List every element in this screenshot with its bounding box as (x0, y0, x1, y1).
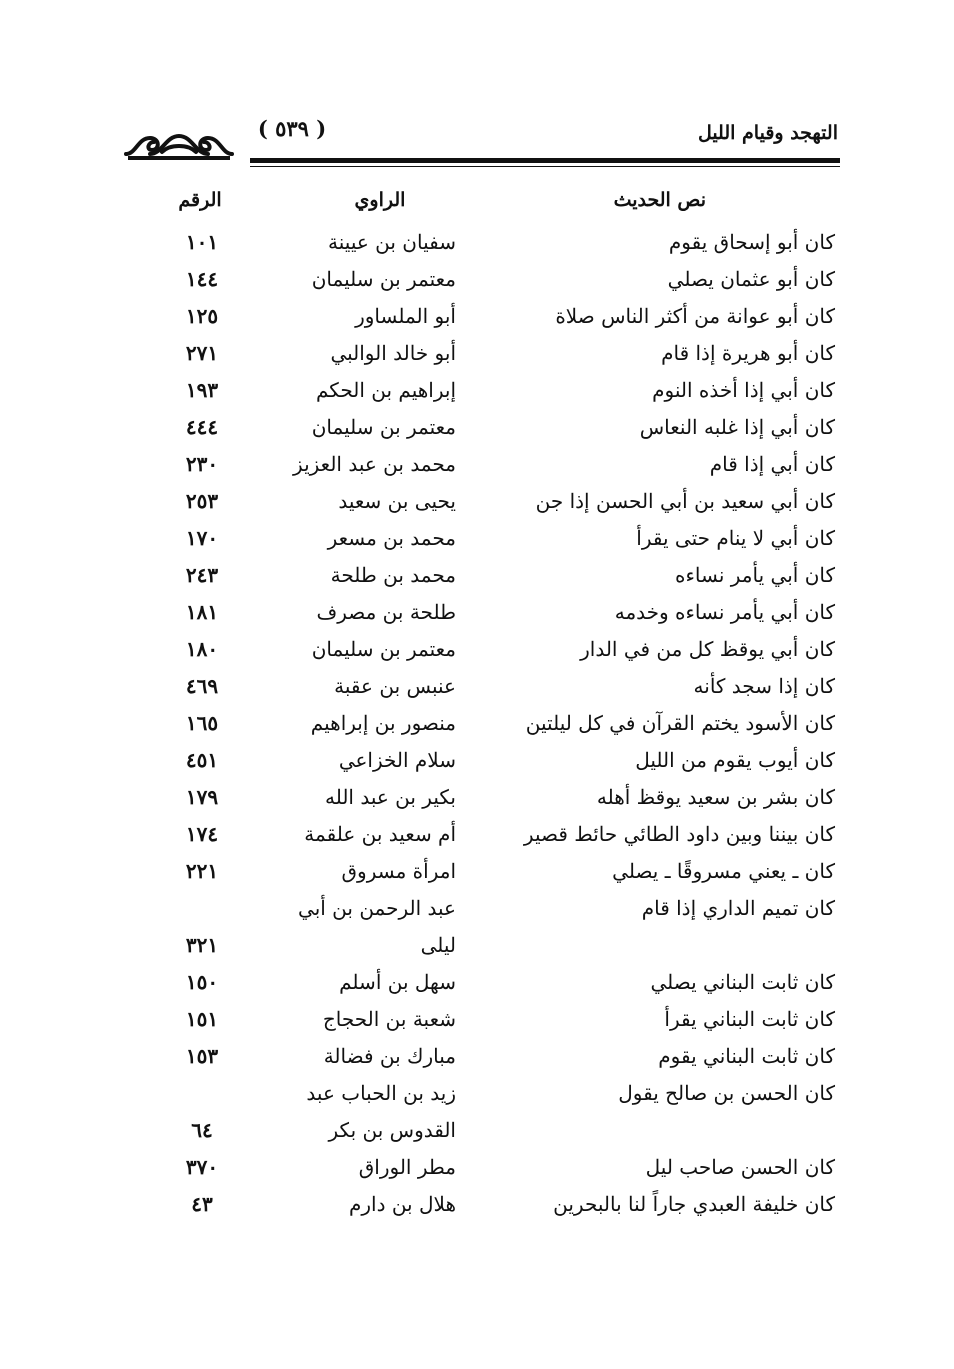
hadith-number: ١٦٥ (185, 711, 219, 735)
narrator-name: معتمر بن سليمان (311, 415, 456, 439)
hadith-number: ١٧٩ (185, 785, 219, 809)
table-row (150, 563, 850, 600)
hadith-number: ١٧٤ (185, 822, 219, 846)
table-row (150, 1192, 850, 1229)
narrator-name: زيد بن الحباب عبد (306, 1081, 456, 1105)
narrator-name: عنبس بن عقبة (334, 674, 456, 698)
narrator-name: ليلى (420, 933, 456, 957)
hadith-number: ٤٣ (191, 1192, 213, 1216)
hadith-text: كان ثابت البناني يصلي (650, 970, 835, 994)
hadith-text: كان أبي يوقظ كل من في الدار (580, 637, 835, 661)
hadith-text: كان أبي إذا أخذه النوم (652, 378, 835, 402)
table-row (150, 1007, 850, 1044)
table-row (150, 1081, 850, 1118)
narrator-name: يحيى بن سعيد (338, 489, 456, 513)
hadith-text: كان أبي يأمر نساءه وخدمه (614, 600, 835, 624)
narrator-name: أبو خالد الوالبي (330, 341, 456, 365)
narrator-name: طلحة بن مصرف (316, 600, 456, 624)
table-row (150, 341, 850, 378)
narrator-name: محمد بن طلحة (330, 563, 456, 587)
table-row (150, 230, 850, 267)
hadith-text: كان أيوب يقوم من الليل (635, 748, 835, 772)
narrator-name: عبد الرحمن بن أبي (298, 896, 456, 920)
hadith-text: كان ثابت البناني يقوم (658, 1044, 835, 1068)
hadith-number: ١٢٥ (185, 304, 219, 328)
hadith-text: كان بيننا وبين داود الطائي حائط قصير (523, 822, 835, 846)
header-rule-thick (250, 158, 840, 163)
hadith-number: ٤٦٩ (185, 674, 219, 698)
table-row (150, 600, 850, 637)
narrator-name: هلال بن دارم (348, 1192, 456, 1216)
running-title: التهجد وقيام الليل (697, 122, 838, 144)
table-row (150, 1155, 850, 1192)
hadith-text: كان أبي سعيد بن أبي الحسن إذا جن (535, 489, 835, 513)
table-row (150, 748, 850, 785)
hadith-number: ٣٧٠ (185, 1155, 219, 1179)
hadith-number: ٢٥٣ (185, 489, 219, 513)
column-header-number: الرقم (178, 189, 222, 211)
hadith-number: ١٩٣ (185, 378, 219, 402)
table-row (150, 1044, 850, 1081)
table-row (150, 415, 850, 452)
hadith-number: ١٥١ (185, 1007, 219, 1031)
narrator-name: معتمر بن سليمان (311, 637, 456, 661)
hadith-number: ١٥٣ (185, 1044, 219, 1068)
hadith-number: ٤٤٤ (185, 415, 219, 439)
hadith-number: ١٨٠ (185, 637, 219, 661)
hadith-text: كان أبي يأمر نساءه (675, 563, 835, 587)
table-row (150, 711, 850, 748)
hadith-text: كان أبو هريرة إذا قام (661, 341, 835, 365)
narrator-name: سفيان بن عيينة (328, 230, 456, 254)
table-row (150, 304, 850, 341)
hadith-number: ٢٤٣ (185, 563, 219, 587)
narrator-name: القدوس بن بكر (328, 1118, 456, 1142)
hadith-text: كان أبي إذا قام (709, 452, 835, 476)
table-row (150, 452, 850, 489)
hadith-text: كان أبي لا ينام حتى يقرأ (636, 526, 835, 550)
ornament-icon (122, 128, 236, 164)
hadith-number: ٣٢١ (185, 933, 219, 957)
narrator-name: سهل بن أسلم (339, 970, 456, 994)
column-header-narrator: الراوي (354, 189, 406, 211)
table-row (150, 526, 850, 563)
narrator-name: معتمر بن سليمان (311, 267, 456, 291)
hadith-text: كان الحسن صاحب ليل (645, 1155, 835, 1179)
hadith-text: كان أبو إسحاق يقوم (668, 230, 835, 254)
hadith-text: كان الحسن بن صالح يقول (618, 1081, 835, 1105)
narrator-name: سلام الخزاعي (338, 748, 456, 772)
table-row (150, 785, 850, 822)
header-rule-thin (250, 166, 840, 167)
table-row (150, 896, 850, 933)
table-row (150, 637, 850, 674)
narrator-name: امرأة مسروق (341, 859, 456, 883)
hadith-number: ٤٥١ (185, 748, 219, 772)
table-row (150, 1118, 850, 1155)
narrator-name: مبارك بن فضالة (323, 1044, 456, 1068)
narrator-name: محمد بن عبد العزيز (293, 452, 456, 476)
table-row (150, 674, 850, 711)
hadith-text: كان ثابت البناني يقرأ (664, 1007, 835, 1031)
narrator-name: شعبة بن الحجاج (322, 1007, 456, 1031)
narrator-name: أبو الملساور (355, 304, 456, 328)
narrator-name: أم سعيد بن علقمة (304, 822, 456, 846)
table-row (150, 859, 850, 896)
hadith-text: كان تميم الداري إذا قام (641, 896, 835, 920)
table-row (150, 378, 850, 415)
hadith-text: كان ـ يعني مسروقًا ـ يصلي (612, 859, 835, 883)
hadith-number: ١٤٤ (185, 267, 219, 291)
hadith-text: كان أبو عوانة من أكثر الناس صلاة (555, 304, 835, 328)
table-row (150, 933, 850, 970)
hadith-number: ١٥٠ (185, 970, 219, 994)
column-header-text: نص الحديث (613, 189, 706, 211)
hadith-number: ١٧٠ (185, 526, 219, 550)
hadith-text: كان الأسود يختم القرآن في كل ليلتين (525, 711, 835, 735)
table-row (150, 970, 850, 1007)
hadith-text: كان أبي إذا غلبه النعاس (639, 415, 835, 439)
page-number: ( ٥٣٩ ) (257, 116, 327, 141)
narrator-name: مطر الوراق (358, 1155, 456, 1179)
hadith-number: ٢٧١ (185, 341, 219, 365)
hadith-text: كان بشر بن سعيد يوقظ أهله (596, 785, 835, 809)
narrator-name: بكير بن عبد الله (324, 785, 456, 809)
narrator-name: منصور بن إبراهيم (310, 711, 456, 735)
table-row (150, 822, 850, 859)
hadith-text: كان خليفة العبدي جاراً لنا بالبحرين (553, 1192, 835, 1216)
hadith-number: ٢٣٠ (185, 452, 219, 476)
narrator-name: إبراهيم بن الحكم (315, 378, 456, 402)
hadith-number: ١٠١ (185, 230, 219, 254)
table-row (150, 267, 850, 304)
narrator-name: محمد بن مسعر (327, 526, 456, 550)
hadith-number: ٢٢١ (185, 859, 219, 883)
table-row (150, 489, 850, 526)
hadith-text: كان إذا سجد كأنه (693, 674, 835, 698)
hadith-text: كان أبو عثمان يصلي (667, 267, 835, 291)
hadith-number: ١٨١ (185, 600, 219, 624)
hadith-number: ٦٤ (191, 1118, 213, 1142)
